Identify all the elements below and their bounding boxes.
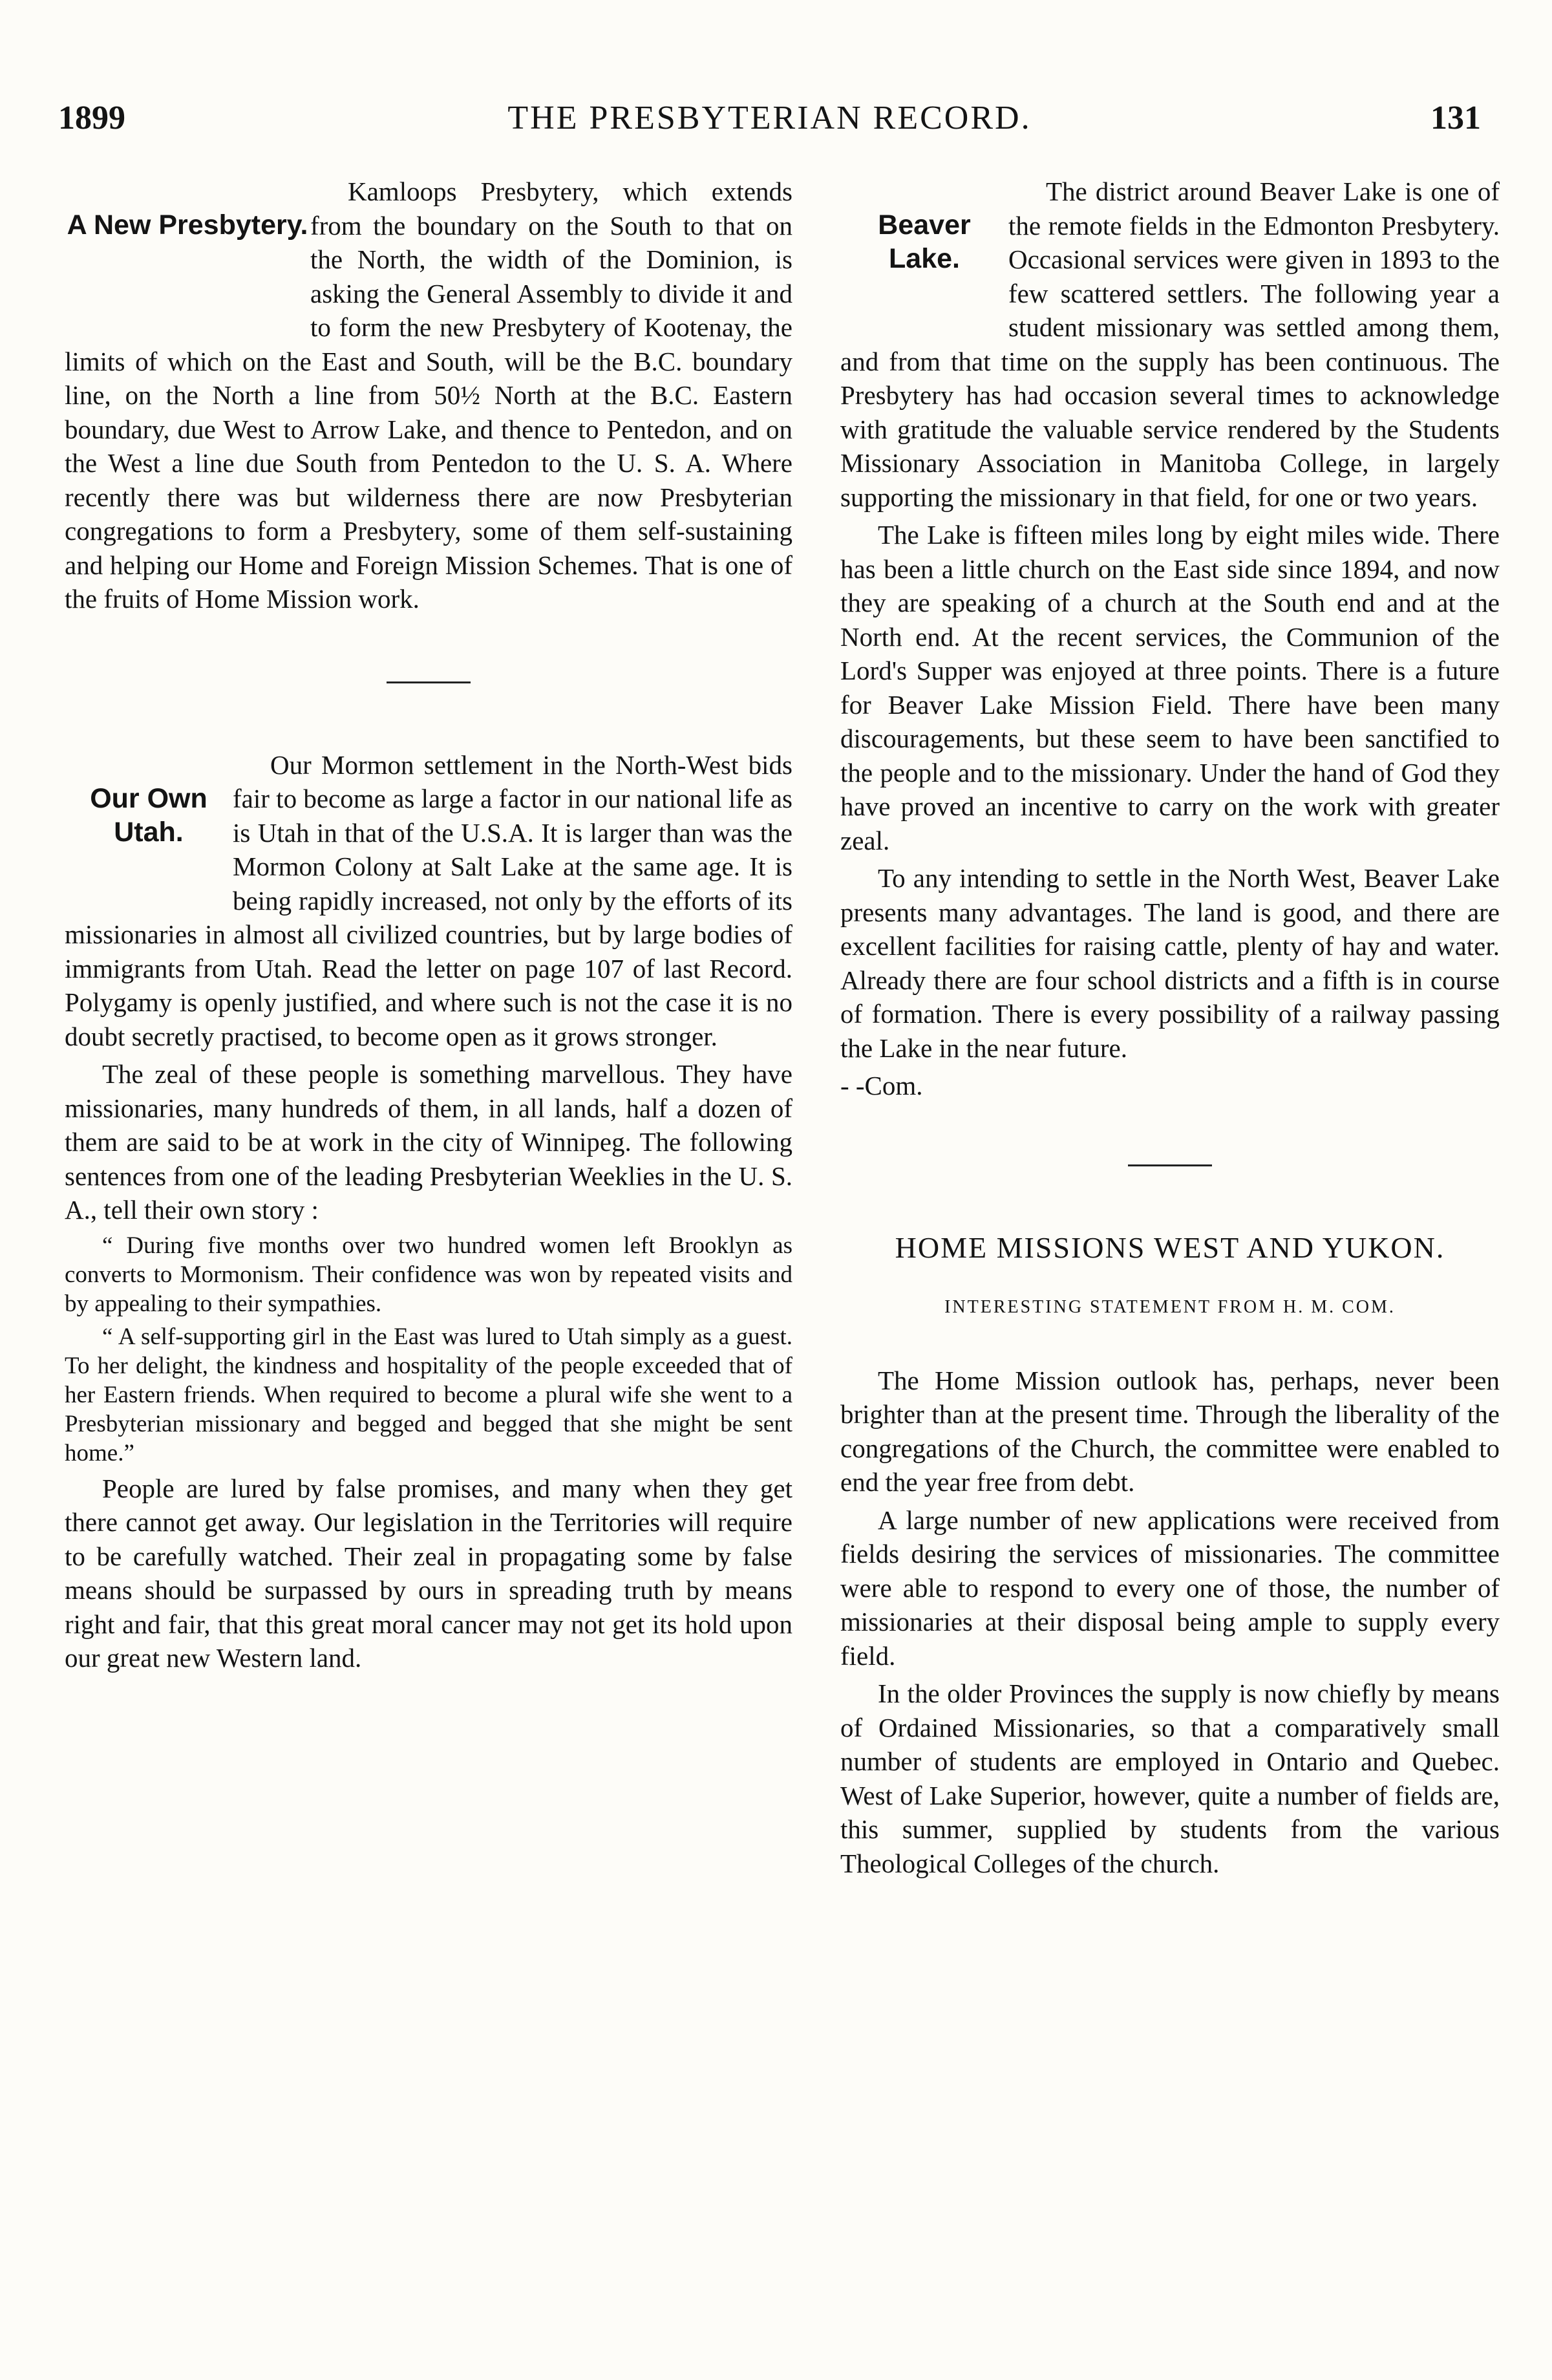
paragraph: In the older Provinces the supply is now chiefly by means of Ordained Missionaries, so that a comparatively small number of students are employed in Ontario and Quebec. West of Lake Superior, however, quite a number of fields are, this summer, supplied by students from the various Theological Colleges of the church.	[840, 1678, 1500, 1878]
paragraph: People are lured by false promises, and many when they get there cannot get away. Our legislation in the Territories will require to be carefully watched. Their zeal in propagating some by false means should be surpassed by ours in spreading truth by means right and fair, that this great moral cancer may not get its hold upon our great new Western land.	[65, 1473, 792, 1673]
quotation: “ A self-supporting girl in the East was lured to Utah simply as a guest. To her delight, the kindness and hospitality of the people exceeded that of her Eastern friends. When required to become a plural wife she went to a Presbyterian missionary and begged and begged that she might be sent home.”	[65, 1323, 792, 1466]
side-heading-beaver-lake: Beaver Lake.	[878, 209, 971, 274]
article-text: Kamloops Presbytery, which extends from the boundary on the South to that on the North, the width of the Dominion, is asking the General Assembly to divide it and to form the new Presbytery of Kootenay, the limits of which on the East and South, will be the B.C. boundary line, on the North a line from 50½ North at the B.C. Eastern boundary, due West to Arrow Lake, and thence to Pentedon, and on the West a line due South from Pentedon to the U. S. A. Where recently there was but wilderness there are now Presbyterian congregations to form a Presbytery, some of them self-sustaining and helping our Home and Foreign Mission Schemes. That is one of the fruits of Home Mission work.	[65, 177, 792, 614]
paragraph: The Lake is fifteen miles long by eight miles wide. There has been a little church on the East side since 1894, and now they are speaking of a church at the South end and at the North end. At the recent services, the Communion of the Lord's Supper was enjoyed at three points. There is a future for Beaver Lake Mission Field. There have been many discouragements, but these seem to have been sanctified to the people and to the missionary. Under the hand of God they have proved an incentive to carry on the work with greater zeal.	[840, 520, 1500, 855]
article-our-own-utah	[65, 748, 792, 1058]
side-heading-our-own-utah: Our Own Utah.	[90, 782, 207, 848]
paragraph: The zeal of these people is something marvellous. They have missionaries, many hundreds of them, in all lands, half a dozen of them are said to be at work in the city of Winnipeg. The following sentences from one of the leading Presbyterian Weeklies in the U. S. A., tell their own story :	[65, 1059, 792, 1225]
paragraph: The Home Mission outlook has, perhaps, never been brighter than at the present time. Through the liberality of the congregations of the Church, the committee were enabled to end the year free from debt.	[840, 1365, 1500, 1497]
article-subtitle: INTERESTING STATEMENT FROM H. M. COM.	[944, 1297, 1396, 1317]
paragraph: To any intending to settle in the North West, Beaver Lake presents many advantages. The land is good, and there are excellent facilities for raising cattle, plenty of hay and water. Already there are four school districts and a fifth is in course of formation. There is every possibility of a railway passing the Lake in the near future.	[840, 863, 1500, 1063]
paragraph: A large number of new applications were received from fields desiring the services of missionaries. The committee were able to respond to every one of those, the number of missionaries at their disposal being ample to supply every field.	[840, 1505, 1500, 1671]
header-year: 1899	[58, 100, 125, 136]
article-new-presbytery	[65, 175, 792, 620]
running-head	[58, 96, 1481, 141]
header-title: THE PRESBYTERIAN RECORD.	[507, 100, 1032, 136]
section-divider	[1128, 1164, 1212, 1166]
signature: - -Com.	[840, 1071, 923, 1100]
header-page-number: 131	[1430, 100, 1481, 136]
quotation: “ During five months over two hundred women left Brooklyn as converts to Mormonism. Their confidence was won by repeated visits and by appealing to their sympathies.	[65, 1232, 792, 1317]
right-column	[840, 175, 1500, 1884]
side-heading-new-presbytery: A New Presbytery.	[67, 209, 308, 241]
section-divider	[387, 681, 471, 683]
article-beaver-lake	[840, 175, 1500, 518]
paragraph: Our Mormon settlement in the North-West bids fair to become as large a factor in our national life as is Utah in that of the U.S.A. It is larger than was the Mormon Colony at Salt Lake at the same age. It is being rapidly increased, not only by the efforts of its missionaries in almost all civilized countries, but by large bodies of immigrants from Utah. Read the letter on page 107 of last Record. Polygamy is openly justified, and where such is not the case it is no doubt secretly practised, to become open as it grows stronger.	[65, 749, 792, 1051]
paragraph: The district around Beaver Lake is one of the remote fields in the Edmonton Presbytery. Occasional services were given in 1893 to the few scattered settlers. The following year a student missionary was settled among them, and from that time on the supply has been continuous. The Presbytery has had occasion several times to acknowledge with gratitude the valuable service rendered by the Students Missionary Association in Manitoba College, in largely supporting the missionary in that field, for one or two years.	[840, 177, 1500, 512]
left-column	[65, 175, 792, 1679]
article-title: HOME MISSIONS WEST AND YUKON.	[895, 1230, 1445, 1264]
